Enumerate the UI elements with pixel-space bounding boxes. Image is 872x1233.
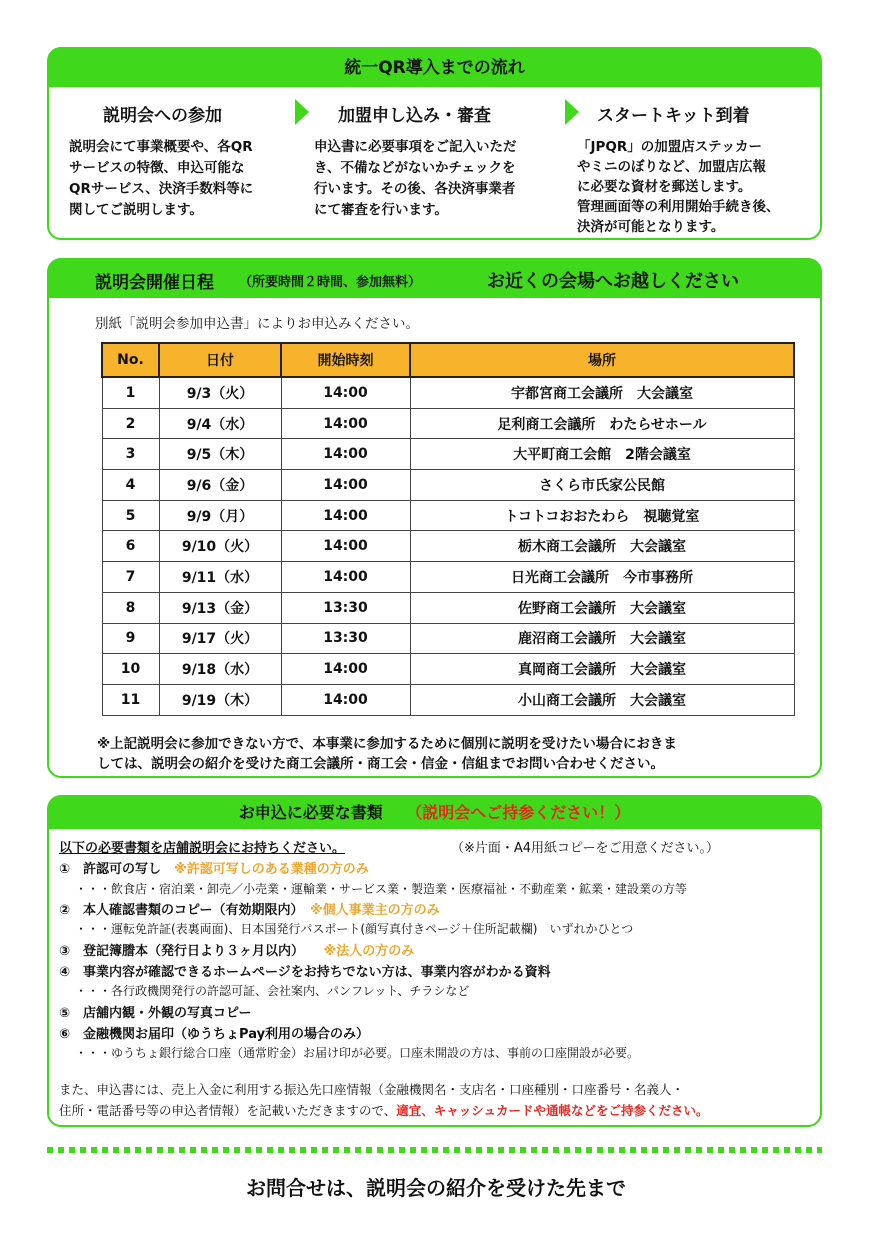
doc-item-5: ⑤ 店舗内観・外観の写真コピー [59,1006,252,1021]
step-2-body: 申込書に必要事項をご記入いただ き、不備などがないかチェックを 行います。その後、各決済事業者 にて審査を行います。 [314,139,517,218]
doc-item-2: ② 本人確認書類のコピー（有効期限内） ※個人事業主の方のみ [59,903,440,918]
col-no: No. [102,343,159,377]
schedule-tagline: お近くの会場へお越しください [487,271,739,292]
schedule-panel [47,258,822,778]
doc-item-1: ① 許認可の写し ※許認可写しのある業種の方のみ [59,862,369,877]
table-row: 7 9/11（水） 14:00 日光商工会議所 今市事務所 [102,562,794,593]
flow-panel [47,47,822,240]
documents-intro: 以下の必要書類を店舗説明会にお持ちください。 [59,841,346,856]
col-venue: 場所 [410,343,794,377]
col-time: 開始時刻 [281,343,410,377]
schedule-note: （所要時間２時間、参加無料） [239,275,422,290]
table-row: 8 9/13（金） 13:30 佐野商工会議所 大会議室 [102,592,794,623]
schedule-header [49,260,820,298]
table-row: 3 9/5（木） 14:00 大平町商工会館 2階会議室 [102,439,794,470]
table-row: 5 9/9（月） 14:00 トコトコおおたわら 視聴覚室 [102,500,794,531]
arrow-right-icon [565,99,579,125]
table-row: 9 9/17（火） 13:30 鹿沼商工会議所 大会議室 [102,623,794,654]
step-3-title: スタートキット到着 [597,106,750,126]
table-header-row [102,343,794,377]
doc-item-3: ③ 登記簿謄本（発行日より３ヶ月以内） ※法人の方のみ [59,944,415,959]
arrow-right-icon [295,99,309,125]
table-row: 4 9/6（金） 14:00 さくら市氏家公民館 [102,470,794,501]
table-row: 11 9/19（木） 14:00 小山商工会議所 大会議室 [102,684,794,715]
doc-item-4-sub: ・・・各行政機関発行の許認可証、会社案内、パンフレット、チラシなど [75,984,470,998]
documents-closing-1: また、申込書には、売上入金に利用する振込先口座情報（金融機関名・支店名・口座種別・口座番号・名義人・ [59,1082,685,1097]
schedule-intro: 別紙「説明会参加申込書」によりお申込みください。 [95,316,419,332]
schedule-title: 説明会開催日程 [95,273,214,293]
documents-header [49,797,820,829]
doc-item-1-sub: ・・・飲食店・宿泊業・卸売／小売業・運輸業・サービス業・製造業・医療福祉・不動産業・鉱業・建設業の方等 [75,882,688,896]
table-row: 2 9/4（水） 14:00 足利商工会議所 わたらせホール [102,408,794,439]
documents-panel [47,795,822,1127]
flow-title: 統一QR導入までの流れ [49,49,820,87]
dotted-divider [47,1147,822,1153]
step-3-body: 「JPQR」の加盟店ステッカー やミニのぼりなど、加盟店広報 に必要な資材を郵送します。 管理画面等の利用開始手続き後、 決済が可能となります。 [577,139,780,235]
documents-title: お申込に必要な書類 [238,803,383,822]
doc-item-6-sub: ・・・ゆうちょ銀行総合口座（通常貯金）お届け印が必要。口座未開設の方は、事前の口座開設が必要。 [75,1046,640,1060]
doc-item-2-sub: ・・・運転免許証(表裏両面)、日本国発行パスポート(顔写真付きページ＋住所記載欄) いずれかひとつ [75,922,634,936]
table-row: 10 9/18（水） 14:00 真岡商工会議所 大会議室 [102,654,794,685]
documents-intro-note: （※片面・A4用紙コピーをご用意ください。） [451,841,720,856]
doc-item-6: ⑥ 金融機関お届印（ゆうちょPay利用の場合のみ） [59,1027,370,1042]
documents-title-note: （説明会へご持参ください！） [406,803,631,822]
table-row: 1 9/3（火） 14:00 宇都宮商工会議所 大会議室 [102,377,794,408]
col-date: 日付 [159,343,281,377]
table-row: 6 9/10（火） 14:00 栃木商工会議所 大会議室 [102,531,794,562]
step-1-body: 説明会にて事業概要や、各QR サービスの特徴、申込可能な QRサービス、決済手数料等に 関してご説明します。 [69,139,254,218]
doc-item-4: ④ 事業内容が確認できるホームページをお持ちでない方は、事業内容がわかる資料 [59,965,551,980]
schedule-table [101,342,795,716]
step-2-title: 加盟申し込み・審査 [338,106,491,126]
step-1-title: 説明会への参加 [103,106,222,126]
footer-contact: お問合せは、説明会の紹介を受けた先まで [246,1176,626,1200]
documents-closing-2: 住所・電話番号等の申込者情報）を記載いただきますので、適宜、キャッシュカードや通帳などをご持参ください。 [59,1103,709,1118]
schedule-footnote: ※上記説明会に参加できない方で、本事業に参加するために個別に説明を受けたい場合におきま しては、説明会の紹介を受けた商工会議所・商工会・信金・信組までお問い合わせください。 [97,736,677,772]
